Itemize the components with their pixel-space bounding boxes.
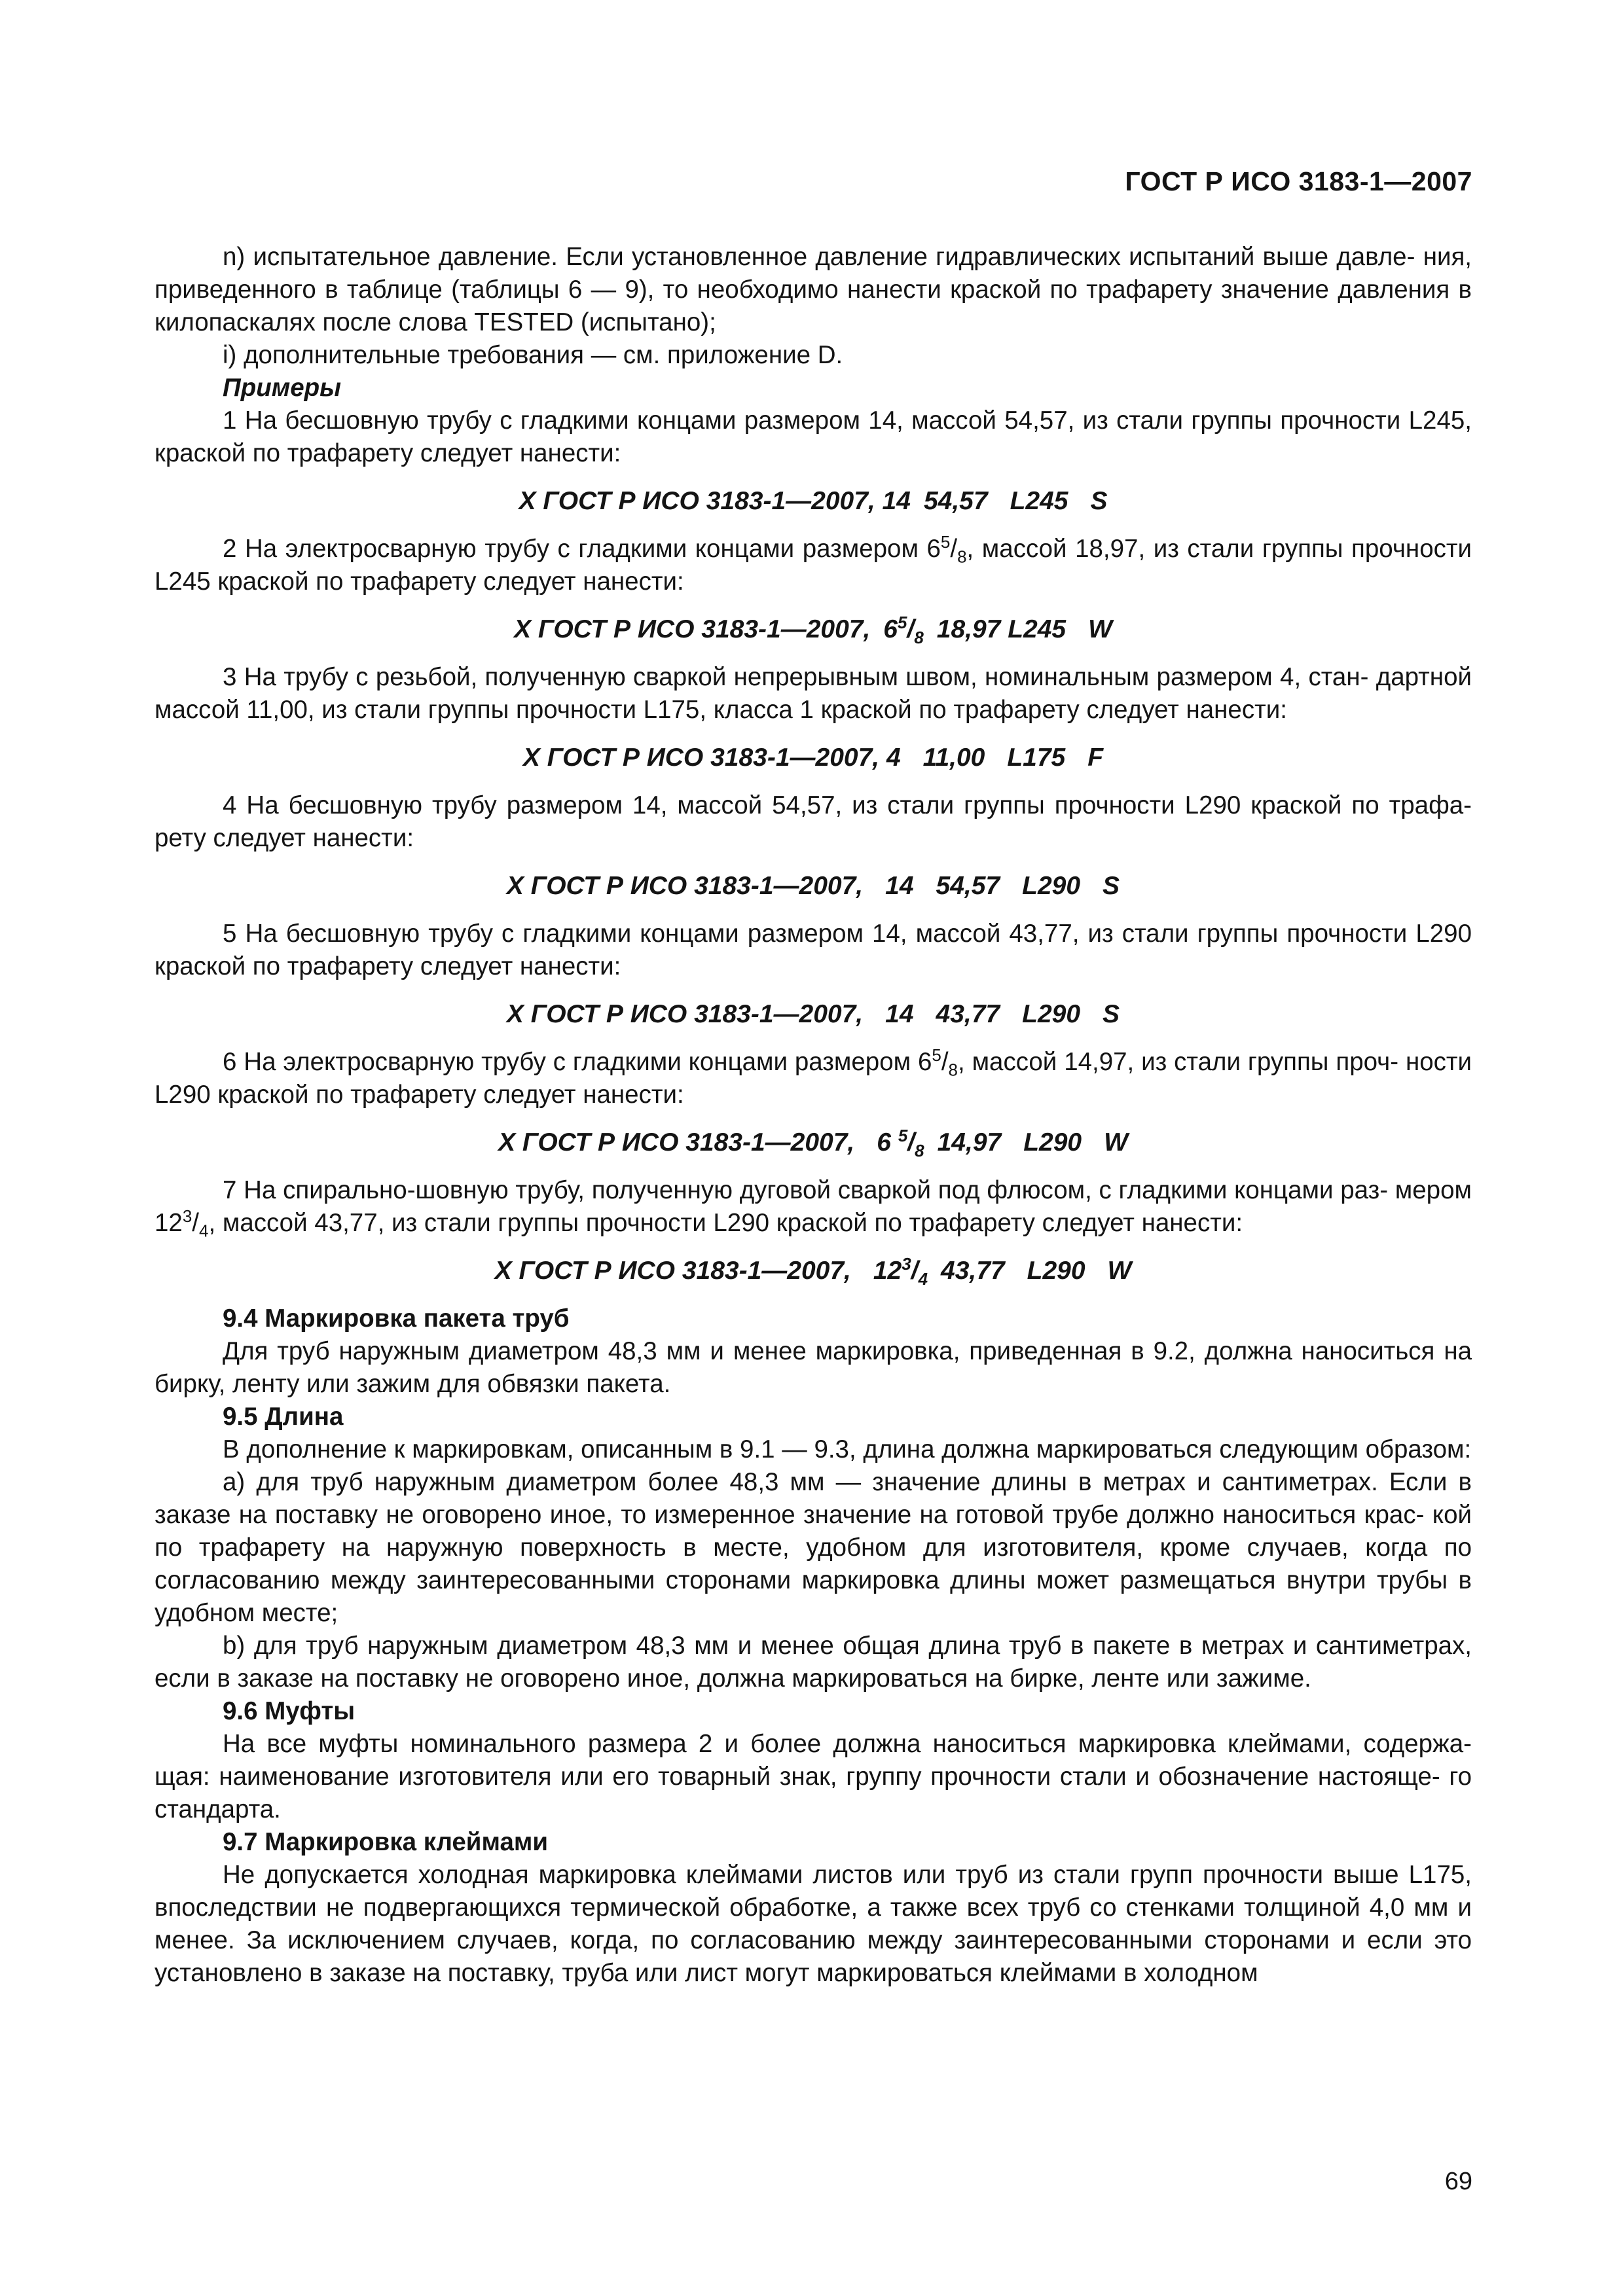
example-4-marking: Х ГОСТ Р ИСО 3183-1—2007, 14 54,57 L290 S (506, 872, 1120, 900)
paragraph-n: n) испытательное давление. Если установленное давление гидравлических испытаний выше давле- ния, приведенного в таблице (таблицы 6 — 9), то необходимо нанести краской по трафарету значение давления в килопаскалях после слова TESTED (испытано); (155, 243, 1472, 336)
example-4-text: 4 На бесшовную трубу размером 14, массой 54,57, из стали группы прочности L290 краской по трафа- рету следует нанести: (155, 791, 1472, 852)
section-9-5-item-a: а) для труб наружным диаметром более 48,3 мм — значение длины в метрах и сантиметрах. Если в заказе на поставку не оговорено иное, то измеренное значение на готовой трубе должно наноситься крас- кой по трафарету на наружную поверхность в месте, удобном для изготовителя, кроме случаев, когда по согласованию между заинтересованными сторонами маркировка длины может размещаться внутри трубы в удобном месте; (155, 1468, 1472, 1627)
example-6-marking: Х ГОСТ Р ИСО 3183-1—2007, 6 $^5/_8$ 14,97 L290 W (498, 1126, 1128, 1160)
page-number: 69 (1444, 2168, 1472, 2195)
section-9-4-title: 9.4 Маркировка пакета труб (223, 1304, 570, 1333)
example-7-marking: Х ГОСТ Р ИСО 3183-1—2007, $12^3/_4$ 43,77 L290 W (494, 1254, 1132, 1289)
example-3-marking: Х ГОСТ Р ИСО 3183-1—2007, 4 11,00 L175 F (522, 744, 1104, 772)
section-9-5-item-b: b) для труб наружным диаметром 48,3 мм и менее общая длина труб в пакете в метрах и сантиметрах, если в заказе на поставку не оговорено иное, должна маркироваться на бирке, ленте или зажиме. (155, 1632, 1472, 1693)
examples-heading: Примеры (223, 374, 342, 402)
example-6-text: 6 На электросварную трубу с гладкими концами размером $6^5/_8$, массой 14,97, из стали группы проч- ности L290 краской по трафарету следует нанести: (155, 1045, 1472, 1109)
example-7-text: 7 На спирально-шовную трубу, полученную дуговой сваркой под флюсом, с гладкими концами раз- мером $12^3/_4$, массой 43,77, из стали группы прочности L290 краской по трафарету следует нанести: (155, 1176, 1472, 1241)
section-9-6-text: На все муфты номинального размера 2 и более должна наноситься маркировка клеймами, содержа- щая: наименование изготовителя или его товарный знак, группу прочности стали и обозначение настояще- го стандарта. (155, 1730, 1472, 1823)
example-1-text: 1 На бесшовную трубу с гладкими концами размером 14, массой 54,57, из стали группы прочности L245, краской по трафарету следует нанести: (155, 406, 1472, 467)
example-2-marking: Х ГОСТ Р ИСО 3183-1—2007, $6^5/_8$ 18,97 L245 W (514, 613, 1112, 647)
example-5-text: 5 На бесшовную трубу с гладкими концами размером 14, массой 43,77, из стали группы прочности L290 краской по трафарету следует нанести: (155, 920, 1472, 980)
page-header: ГОСТ Р ИСО 3183-1—2007 (1125, 166, 1472, 196)
example-5-marking: Х ГОСТ Р ИСО 3183-1—2007, 14 43,77 L290 S (506, 1000, 1120, 1028)
example-3-text: 3 На трубу с резьбой, полученную сваркой непрерывным швом, номинальным размером 4, стан- дартной массой 11,00, из стали группы прочности L175, класса 1 краской по трафарету следует нанести: (155, 663, 1472, 724)
section-9-7-text: Не допускается холодная маркировка клеймами листов или труб из стали групп прочности выше L175, впоследствии не подвергающихся термической обработке, а также всех труб со стенками толщиной 4,0 мм и менее. За исключением случаев, когда, по согласованию между заинтересованными сторонами и если это установлено в заказе на поставку, труба или лист могут маркироваться клеймами в холодном (155, 1861, 1472, 1987)
example-1-marking: Х ГОСТ Р ИСО 3183-1—2007, 14 54,57 L245 S (519, 487, 1108, 515)
paragraph-i: i) дополнительные требования — см. приложение D. (223, 341, 843, 369)
example-2-text: 2 На электросварную трубу с гладкими концами размером $6^5/_8$, массой 18,97, из стали группы прочности L245 краской по трафарету следует нанести: (155, 532, 1472, 596)
section-9-6-title: 9.6 Муфты (223, 1697, 356, 1725)
section-9-7-title: 9.7 Маркировка клеймами (223, 1828, 549, 1856)
page-body (155, 241, 1472, 1990)
section-9-4-text: Для труб наружным диаметром 48,3 мм и менее маркировка, приведенная в 9.2, должна наноситься на бирку, ленту или зажим для обвязки пакета. (155, 1337, 1472, 1398)
section-9-5-title: 9.5 Длина (223, 1403, 344, 1431)
section-9-5-intro: В дополнение к маркировкам, описанным в 9.1 — 9.3, длина должна маркироваться следующим образом: (223, 1435, 1472, 1463)
